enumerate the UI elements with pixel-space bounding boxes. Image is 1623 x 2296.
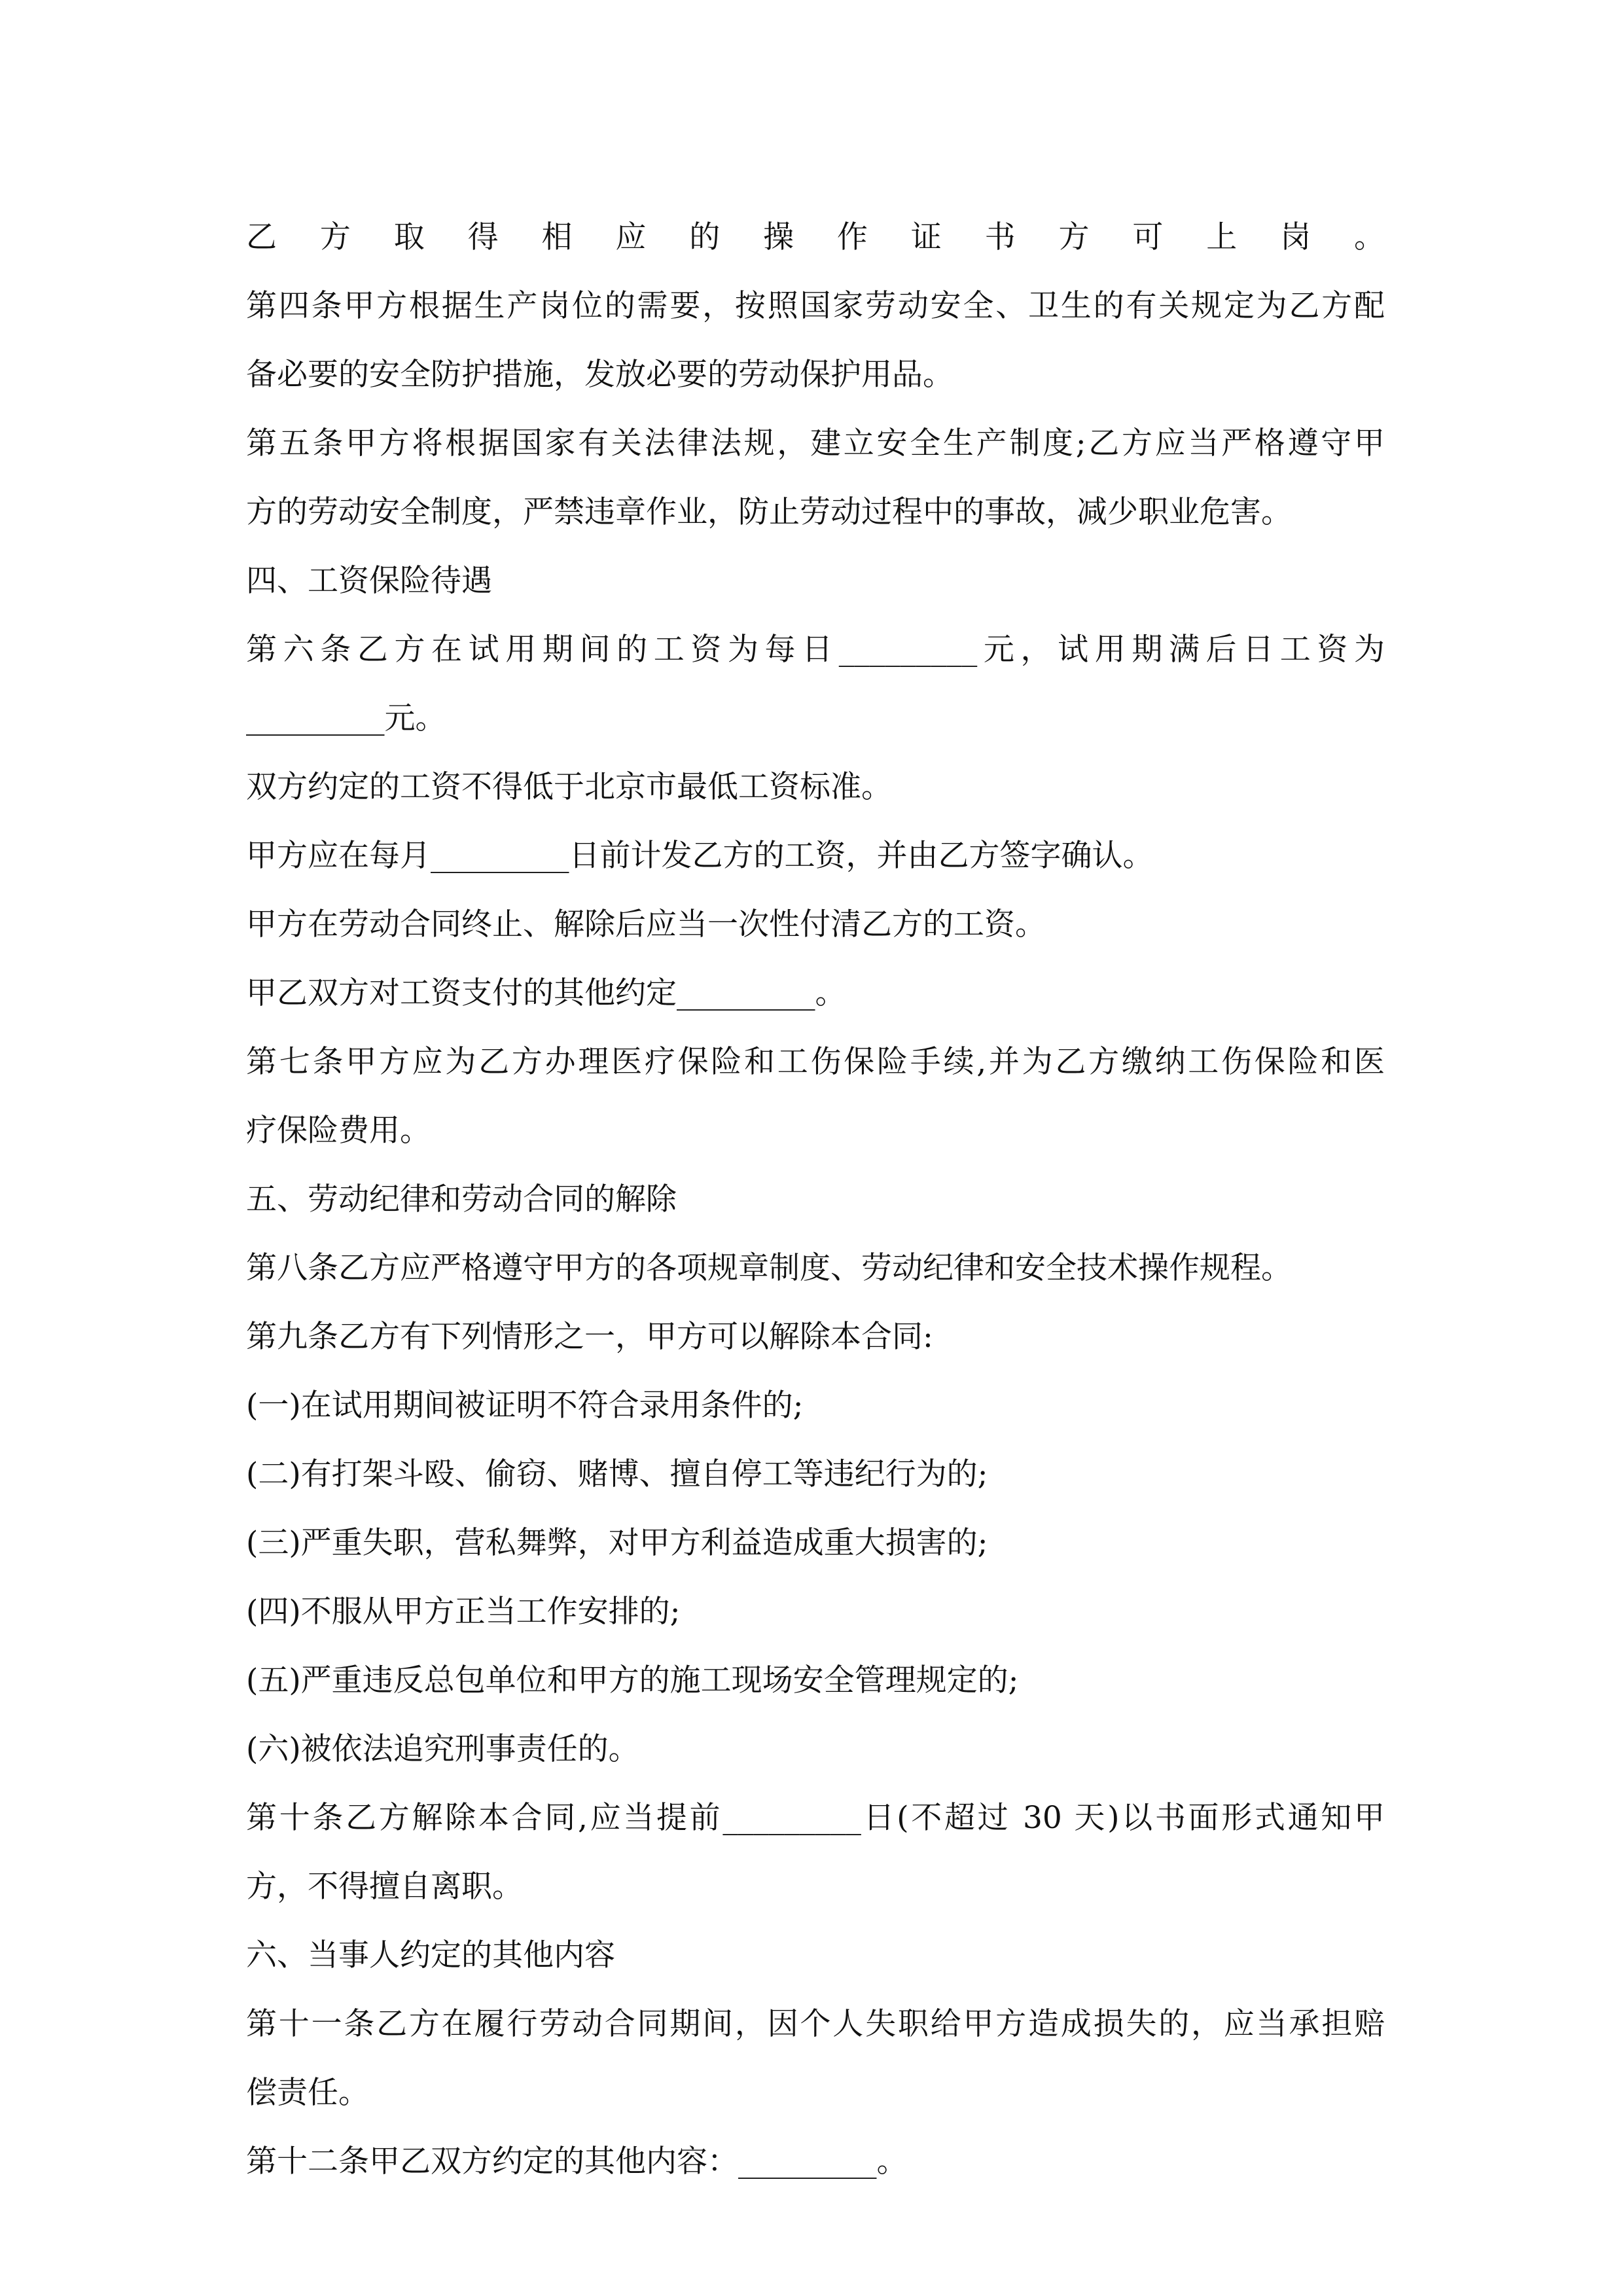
list-item: (六)被依法追究刑事责任的。 — [246, 1731, 639, 1767]
paragraph-line: _________元。 — [246, 700, 446, 736]
section-heading: 六、当事人约定的其他内容 — [246, 1937, 615, 1973]
paragraph-line: 偿责任。 — [246, 2075, 369, 2111]
paragraph-line: 第八条乙方应严格遵守甲方的各项规章制度、劳动纪律和安全技术操作规程。 — [246, 1250, 1292, 1286]
paragraph-line: 第十二条甲乙双方约定的其他内容：_________。 — [246, 2144, 908, 2179]
paragraph-line: 第九条乙方有下列情形之一，甲方可以解除本合同: — [246, 1319, 933, 1355]
paragraph-line: 方的劳动安全制度，严禁违章作业，防止劳动过程中的事故，减少职业危害。 — [246, 494, 1292, 530]
paragraph-line: 双方约定的工资不得低于北京市最低工资标准。 — [246, 769, 892, 805]
list-item: (二)有打架斗殴、偷窃、赌博、擅自停工等违纪行为的; — [246, 1456, 988, 1492]
list-item: (一)在试用期间被证明不符合录用条件的; — [246, 1388, 804, 1424]
paragraph-line: 备必要的安全防护措施，发放必要的劳动保护用品。 — [246, 357, 954, 393]
paragraph-line: 第四条甲方根据生产岗位的需要，按照国家劳动安全、卫生的有关规定为乙方配 — [246, 288, 1385, 324]
paragraph-line: 乙方取得相应的操作证书方可上岗。 — [246, 219, 1385, 255]
paragraph-line: 方，不得擅自离职。 — [246, 1869, 523, 1905]
paragraph-line: 疗保险费用。 — [246, 1113, 431, 1149]
section-heading: 四、工资保险待遇 — [246, 563, 492, 599]
paragraph-line: 第六条乙方在试用期间的工资为每日_________元，试用期满后日工资为 — [246, 632, 1385, 668]
list-item: (三)严重失职，营私舞弊，对甲方利益造成重大损害的; — [246, 1525, 988, 1561]
list-item: (四)不服从甲方正当工作安排的; — [246, 1594, 681, 1630]
paragraph-line: 第五条甲方将根据国家有关法律法规，建立安全生产制度;乙方应当严格遵守甲 — [246, 425, 1385, 461]
paragraph-line: 第十条乙方解除本合同,应当提前_________日(不超过 30 天)以书面形式通知甲 — [246, 1800, 1385, 1836]
list-item: (五)严重违反总包单位和甲方的施工现场安全管理规定的; — [246, 1662, 1019, 1698]
paragraph-line: 第十一条乙方在履行劳动合同期间，因个人失职给甲方造成损失的，应当承担赔 — [246, 2006, 1385, 2042]
document-body — [246, 203, 1385, 2196]
paragraph-line: 甲方应在每月_________日前计发乙方的工资，并由乙方签字确认。 — [246, 838, 1154, 874]
paragraph-line: 甲方在劳动合同终止、解除后应当一次性付清乙方的工资。 — [246, 906, 1046, 942]
paragraph-line: 第七条甲方应为乙方办理医疗保险和工伤保险手续,并为乙方缴纳工伤保险和医 — [246, 1044, 1385, 1080]
paragraph-line: 甲乙双方对工资支付的其他约定_________。 — [246, 975, 846, 1011]
section-heading: 五、劳动纪律和劳动合同的解除 — [246, 1181, 677, 1217]
